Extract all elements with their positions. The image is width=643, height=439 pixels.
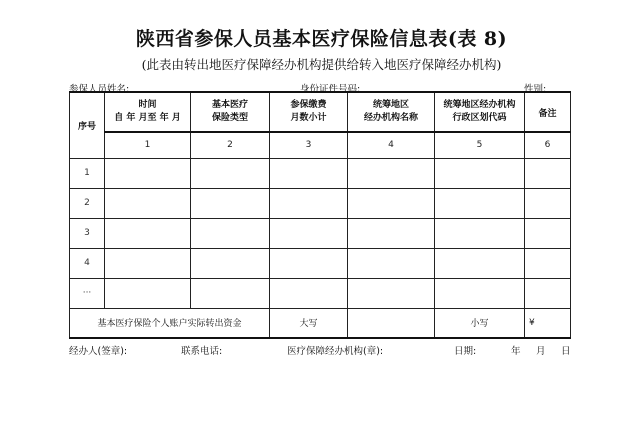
row-number: ··· <box>70 278 105 308</box>
months-header-line2: 月数小计 <box>290 113 327 123</box>
insurance-type-header <box>191 92 270 132</box>
months-cell[interactable] <box>270 248 348 278</box>
table-row <box>70 248 571 278</box>
lower-amount-label: 小写 <box>435 308 525 338</box>
row-number: 3 <box>70 218 105 248</box>
date-month: 月 <box>536 346 546 357</box>
row-number: 4 <box>70 248 105 278</box>
col-number-6: 6 <box>525 132 571 158</box>
type-cell[interactable] <box>191 188 270 218</box>
time-cell[interactable] <box>105 188 191 218</box>
remark-cell[interactable] <box>525 218 571 248</box>
col-number-1: 1 <box>105 132 191 158</box>
org-name-header <box>348 92 435 132</box>
org-cell[interactable] <box>348 248 435 278</box>
remark-cell[interactable] <box>525 278 571 308</box>
col-number-2: 2 <box>191 132 270 158</box>
org-name-header-line2: 经办机构名称 <box>363 113 418 123</box>
time-cell[interactable] <box>105 278 191 308</box>
org-cell[interactable] <box>348 188 435 218</box>
handler-label: 经办人(签章): <box>69 346 128 357</box>
agency-label: 医疗保障经办机构(章): <box>287 346 384 357</box>
time-cell[interactable] <box>105 158 191 188</box>
code-cell[interactable] <box>435 188 525 218</box>
col-number-3: 3 <box>270 132 348 158</box>
seq-header: 序号 <box>70 92 105 158</box>
months-cell[interactable] <box>270 188 348 218</box>
insurance-info-table <box>69 91 571 339</box>
remark-cell[interactable] <box>525 158 571 188</box>
region-code-header <box>435 92 525 132</box>
time-cell[interactable] <box>105 218 191 248</box>
type-cell[interactable] <box>191 218 270 248</box>
gender-label: 性别: <box>524 84 547 95</box>
row-number: 2 <box>70 188 105 218</box>
code-cell[interactable] <box>435 248 525 278</box>
region-code-header-line1: 统筹地区经办机构 <box>443 100 516 110</box>
region-code-header-line2: 行政区划代码 <box>452 113 507 123</box>
code-cell[interactable] <box>435 218 525 248</box>
type-cell[interactable] <box>191 248 270 278</box>
months-header-line1: 参保缴费 <box>290 100 327 110</box>
remark-header: 备注 <box>525 92 571 132</box>
date-label: 日期: <box>454 346 477 357</box>
phone-label: 联系电话: <box>181 346 223 357</box>
time-header-range: 自 年 月至 年 月 <box>114 113 181 123</box>
code-cell[interactable] <box>435 158 525 188</box>
remark-cell[interactable] <box>525 188 571 218</box>
page-title: 陕西省参保人员基本医疗保险信息表(表 8) <box>135 28 508 50</box>
org-name-header-line1: 统筹地区 <box>372 100 409 110</box>
insurance-type-header-line1: 基本医疗 <box>211 100 248 110</box>
table-row <box>70 278 571 308</box>
months-cell[interactable] <box>270 218 348 248</box>
months-header <box>270 92 348 132</box>
currency-symbol: ¥ <box>529 317 535 328</box>
months-cell[interactable] <box>270 158 348 188</box>
date-day: 日 <box>561 346 571 357</box>
id-number-label: 身份证件号码: <box>300 84 361 95</box>
page-subtitle: (此表由转出地医疗保障经办机构提供给转入地医疗保障经办机构) <box>141 57 502 72</box>
currency-cell[interactable] <box>525 308 571 338</box>
org-cell[interactable] <box>348 158 435 188</box>
type-cell[interactable] <box>191 278 270 308</box>
insurance-type-header-line2: 保险类型 <box>211 113 248 123</box>
remark-cell[interactable] <box>525 248 571 278</box>
org-cell[interactable] <box>348 218 435 248</box>
row-number: 1 <box>70 158 105 188</box>
time-cell[interactable] <box>105 248 191 278</box>
date-year: 年 <box>511 346 521 357</box>
fund-label: 基本医疗保险个人账户实际转出资金 <box>70 308 270 338</box>
table-row <box>70 158 571 188</box>
type-cell[interactable] <box>191 158 270 188</box>
table-row <box>70 188 571 218</box>
col-number-5: 5 <box>435 132 525 158</box>
months-cell[interactable] <box>270 278 348 308</box>
col-number-4: 4 <box>348 132 435 158</box>
code-cell[interactable] <box>435 278 525 308</box>
fund-row <box>70 308 571 338</box>
org-cell[interactable] <box>348 278 435 308</box>
upper-amount-label: 大写 <box>270 308 348 338</box>
name-label: 参保人员姓名: <box>69 84 130 95</box>
upper-amount-cell[interactable] <box>348 308 435 338</box>
time-header-label: 时间 <box>138 100 157 110</box>
time-header <box>105 92 191 132</box>
table-row <box>70 218 571 248</box>
